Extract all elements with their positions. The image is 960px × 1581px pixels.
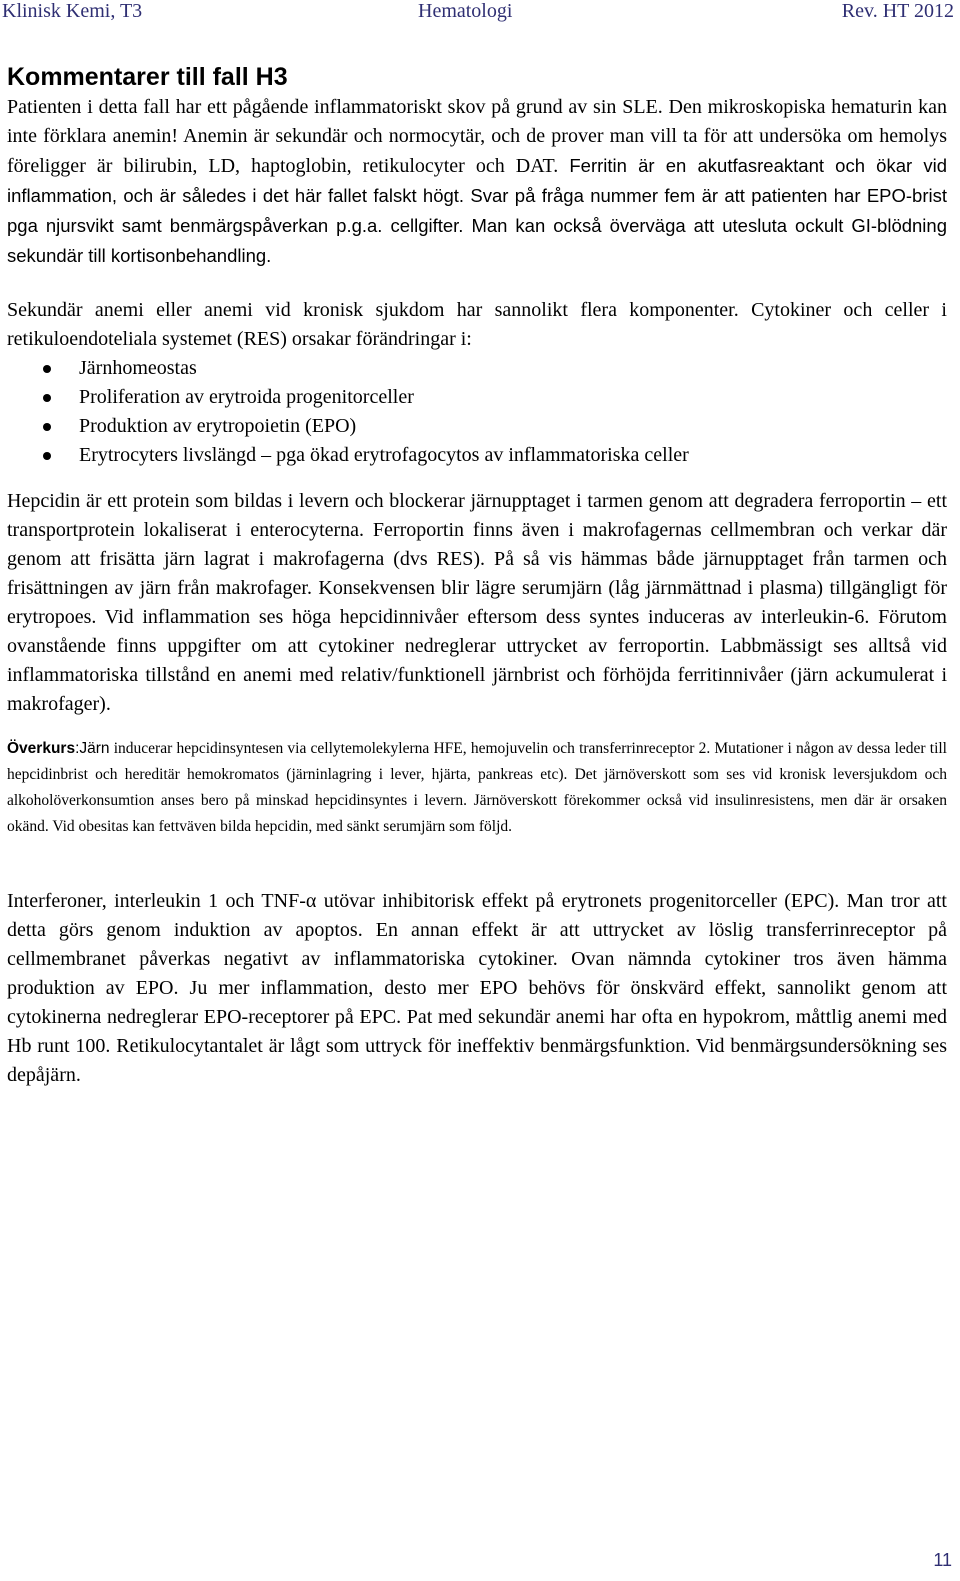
advanced-label: Överkurs — [7, 740, 76, 757]
paragraph-advanced-note — [7, 736, 947, 840]
header-course: Klinisk Kemi, T3 — [2, 0, 143, 22]
advanced-colon: :Järn — [75, 740, 110, 757]
bullet-icon — [43, 394, 51, 402]
list-item — [7, 354, 947, 383]
list-item-text: Produktion av erytropoietin (EPO) — [79, 415, 357, 437]
bullet-icon — [43, 365, 51, 373]
advanced-text: inducerar hepcidinsyntesen via cellytemolekylerna HFE, hemojuvelin och transferrinreceptor 2. Mutationer i någon av dessa leder till hepcidinbrist och hereditär hemokromatos (järninlagring i lever, hjärta, pankreas etc). Det järnöverskott som ses vid kronisk leversjukdom och alkoholöverkonsumtion anses bero på minskad hepcidinsyntes i levern. Järnöverskott förekommer också vid insulinresistens, men där är orsaken okänd. Vid obesitas kan fettväven bilda hepcidin, med sänkt serumjärn som följd. — [7, 740, 947, 835]
page-number: 11 — [933, 1550, 952, 1570]
page-title: Kommentarer till fall H3 — [7, 63, 288, 91]
page-header — [0, 0, 960, 28]
header-revision: Rev. HT 2012 — [841, 0, 954, 22]
paragraph-cytokines: Interferoner, interleukin 1 och TNF-α utövar inhibitorisk effekt på erytronets progenitorceller (EPC). Man tror att detta görs genom induktion av apoptos. En annan effekt är att uttrycket av löslig transferrinreceptor på cellmembranet påverkas negativt av inflammatoriska cytokiner. Ovan nämnda cytokiner tros även hämma produktion av EPO. Ju mer inflammation, desto mer EPO behövs för önskvärd effekt, sannolikt genom att cytokinerna nedreglerar EPO-receptorer på EPC. Pat med sekundär anemi har ofta en hypokrom, måttlig anemi med Hb runt 100. Retikulocytantalet är lågt som uttryck för ineffektiv benmärgsfunktion. Vid benmärgsundersökning ses depåjärn. — [7, 890, 947, 1086]
paragraph-case-commentary — [7, 93, 947, 271]
list-item-text: Järnhomeostas — [79, 357, 197, 379]
list-item — [7, 383, 947, 412]
header-subject: Hematologi — [418, 0, 513, 22]
bullet-icon — [43, 423, 51, 431]
list-item — [7, 441, 947, 470]
bullet-list — [7, 354, 947, 470]
bullet-icon — [43, 452, 51, 460]
paragraph-case-commentary-serif: Patienten i detta fall har ett pågående inflammatoriskt skov på grund av sin SLE. Den mikroskopiska hematurin kan inte förklara anemin! Anemin är sekundär och normocytär, och de prover man vill ta för att undersöka om hemolys föreligger är bilirubin, LD, haptoglobin, retikulocyter och DAT. — [7, 96, 947, 177]
paragraph-secondary-anemia: Sekundär anemi eller anemi vid kronisk sjukdom har sannolikt flera komponenter. Cytokiner och celler i retikuloendoteliala systemet (RES) orsakar förändringar i: — [7, 299, 947, 350]
document-body — [7, 61, 947, 1090]
list-item-text: Erytrocyters livslängd – pga ökad erytrofagocytos av inflammatoriska celler — [79, 444, 689, 466]
list-item-text: Proliferation av erytroida progenitorceller — [79, 386, 414, 408]
paragraph-case-commentary-sans: Ferritin är en akutfasreaktant och ökar vid inflammation, och är således i det här fallet falskt högt. Svar på fråga nummer fem är att patienten har EPO-brist pga njursvikt samt benmärgspåverkan p.g.a. cellgifter. Man kan också överväga att utesluta ockult GI-blödning sekundär till kortisonbehandling. — [7, 155, 947, 266]
list-item — [7, 412, 947, 441]
paragraph-hepcidin: Hepcidin är ett protein som bildas i levern och blockerar järnupptaget i tarmen genom att degradera ferroportin – ett transportprotein lokaliserat i enterocyterna. Ferroportin finns även i makrofagernas cellmembran och verkar där genom att frisätta järn lagrat i makrofagerna (dvs RES). På så vis hämmas både järnupptaget från tarmen och frisättningen av järn från makrofager. Konsekvensen blir lägre serumjärn (låg järnmättnad i plasma) tillgängligt för erytropoes. Vid inflammation ses höga hepcidinnivåer eftersom dess syntes induceras av interleukin-6. Förutom ovanstående finns uppgifter om att cytokiner nedreglerar uttrycket av ferroportin. Labbmässigt ses alltså vid inflammatoriska tillstånd en anemi med relativ/funktionell järnbrist och förhöjda ferritinnivåer (järn ackumulerat i makrofager). — [7, 490, 947, 715]
